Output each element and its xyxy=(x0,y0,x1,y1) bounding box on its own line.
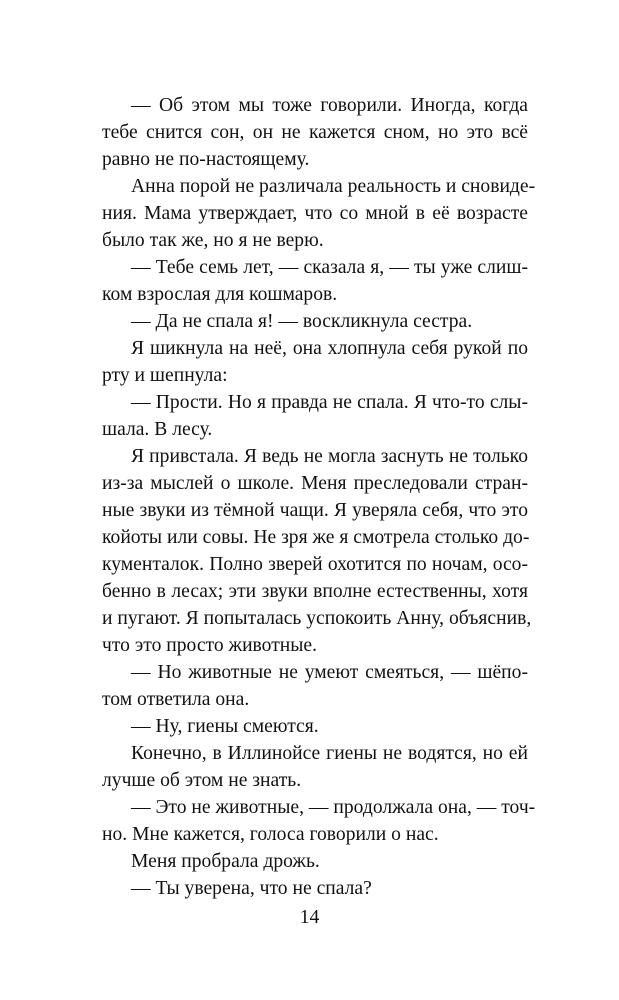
text-line: ния. Мама утверждает, что со мной в её возрасте xyxy=(102,203,528,224)
text-line: — Да не спала я! — воскликнула сестра. xyxy=(131,311,473,332)
text-line: было так же, но я не верю. xyxy=(102,230,324,251)
text-line: Анна порой не различала реальность и сновиде- xyxy=(131,176,536,197)
text-line: Я привстала. Я ведь не могла заснуть не только xyxy=(131,446,528,467)
text-line: — Ну, гиены смеются. xyxy=(131,716,319,737)
text-line: — Об этом мы тоже говорили. Иногда, когда xyxy=(131,95,528,116)
text-line: — Ты уверена, что не спала? xyxy=(131,878,372,899)
text-line: из-за мыслей о школе. Меня преследовали стран- xyxy=(102,473,528,494)
text-line: но. Мне кажется, голоса говорили о нас. xyxy=(102,824,439,845)
text-line: Конечно, в Иллинойсе гиены не водятся, но ей xyxy=(131,743,528,764)
text-line: — Это не животные, — продолжала она, — точ- xyxy=(131,797,536,818)
text-line: равно не по-настоящему. xyxy=(102,149,310,170)
text-line: тебе снится сон, он не кажется сном, но это всё xyxy=(102,122,528,143)
text-line: кументалок. Полно зверей охотится по ночам, осо- xyxy=(102,554,528,575)
text-line: и пугают. Я попыталась успокоить Анну, объяснив, xyxy=(102,608,532,629)
text-line: Меня пробрала дрожь. xyxy=(131,851,320,872)
text-line: что это просто животные. xyxy=(102,635,318,656)
text-line: Я шикнула на неё, она хлопнула себя рукой по xyxy=(131,338,528,359)
text-line: — Но животные не умеют смеяться, — шёпо- xyxy=(131,662,528,683)
text-line: ком взрослая для кошмаров. xyxy=(102,284,338,305)
text-line: койоты или совы. Не зря же я смотрела столько до- xyxy=(102,527,530,548)
text-line: ные звуки из тёмной чащи. Я уверяла себя, что это xyxy=(102,500,528,521)
text-line: шала. В лесу. xyxy=(102,419,213,440)
text-line: лучше об этом не знать. xyxy=(102,770,302,791)
text-line: — Тебе семь лет, — сказала я, — ты уже слиш- xyxy=(131,257,528,278)
text-line: том ответила она. xyxy=(102,689,250,710)
page-number: 14 xyxy=(299,907,320,928)
text-line: бенно в лесах; эти звуки вполне естественны, хотя xyxy=(102,581,528,602)
book-page-text xyxy=(102,92,536,902)
text-line: рту и шепнула: xyxy=(102,365,228,386)
text-line: — Прости. Но я правда не спала. Я что-то слы- xyxy=(131,392,528,413)
